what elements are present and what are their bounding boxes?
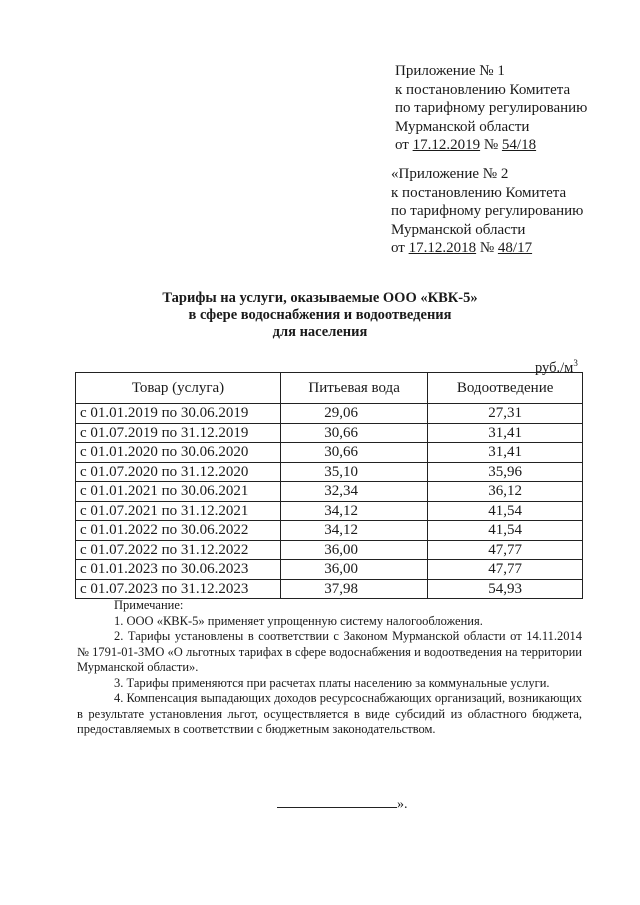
table-row — [76, 462, 583, 482]
row-water-tariff: 30,66 — [281, 443, 428, 463]
appendix-2-date: 17.12.2018 — [408, 240, 477, 256]
row-sewage-tariff: 27,31 — [428, 404, 583, 424]
row-sewage-tariff: 47,77 — [428, 540, 583, 560]
appendix-2-block — [391, 165, 583, 258]
appendix-1-block — [395, 62, 587, 155]
note-item: 1. ООО «КВК-5» применяет упрощенную систему налогообложения. — [114, 613, 483, 628]
row-water-tariff: 34,12 — [281, 501, 428, 521]
row-sewage-tariff: 47,77 — [428, 560, 583, 580]
table-row — [76, 579, 583, 599]
row-sewage-tariff: 54,93 — [428, 579, 583, 599]
row-water-tariff: 34,12 — [281, 521, 428, 541]
table-row — [76, 404, 583, 424]
row-sewage-tariff: 41,54 — [428, 521, 583, 541]
table-row — [76, 521, 583, 541]
row-water-tariff: 36,00 — [281, 540, 428, 560]
notes-section — [77, 598, 582, 738]
closing-underline — [277, 795, 397, 808]
table-row — [76, 482, 583, 502]
title-line2: в сфере водоснабжения и водоотведения — [188, 307, 452, 323]
appendix-1-line2: к постановлению Комитета — [395, 81, 571, 98]
appendix-1-line1: Приложение № 1 — [395, 63, 505, 79]
appendix-2-number-prefix: № — [476, 240, 498, 256]
row-sewage-tariff: 35,96 — [428, 462, 583, 482]
row-water-tariff: 30,66 — [281, 423, 428, 443]
row-period: с 01.07.2023 по 31.12.2023 — [76, 579, 281, 599]
row-period: с 01.01.2021 по 30.06.2021 — [76, 482, 281, 502]
appendix-1-number-prefix: № — [480, 137, 502, 153]
row-water-tariff: 36,00 — [281, 560, 428, 580]
unit-superscript: 3 — [573, 358, 578, 368]
row-sewage-tariff: 36,12 — [428, 482, 583, 502]
row-water-tariff: 37,98 — [281, 579, 428, 599]
table-header-row — [76, 373, 583, 404]
row-water-tariff: 29,06 — [281, 404, 428, 424]
row-period: с 01.01.2023 по 30.06.2023 — [76, 560, 281, 580]
table-row — [76, 540, 583, 560]
header-sewage: Водоотведение — [428, 373, 583, 404]
closing-line — [277, 795, 408, 813]
row-period: с 01.01.2022 по 30.06.2022 — [76, 521, 281, 541]
row-water-tariff: 35,10 — [281, 462, 428, 482]
appendix-1-date: 17.12.2019 — [412, 137, 481, 153]
row-sewage-tariff: 31,41 — [428, 443, 583, 463]
header-service: Товар (услуга) — [76, 373, 281, 404]
row-period: с 01.07.2022 по 31.12.2022 — [76, 540, 281, 560]
title-line1: Тарифы на услуги, оказываемые ООО «КВК-5» — [162, 290, 478, 306]
closing-quote: ». — [397, 797, 408, 812]
notes-heading: Примечание: — [114, 598, 184, 612]
appendix-1-date-prefix: от — [395, 137, 413, 153]
appendix-2-date-line — [391, 239, 583, 258]
appendix-1-date-line — [395, 136, 587, 155]
appendix-2-line1: «Приложение № 2 — [391, 166, 509, 182]
appendix-1-line3: по тарифному регулированию — [395, 100, 588, 116]
appendix-2-number: 48/17 — [497, 240, 533, 256]
unit-text: руб./м — [535, 359, 574, 376]
appendix-2-line4: Мурманской области — [391, 221, 526, 238]
row-period: с 01.01.2019 по 30.06.2019 — [76, 404, 281, 424]
note-item: 2. Тарифы установлены в соответствии с Законом Мурманской области от 14.11.2014 № 1791-01-ЗМО «О льготных тарифах в сфере водоснабжения и водоотведения на территории Мурманской области». — [77, 629, 582, 674]
row-period: с 01.07.2021 по 31.12.2021 — [76, 501, 281, 521]
table-row — [76, 501, 583, 521]
document-title — [0, 290, 640, 341]
note-item: 3. Тарифы применяются при расчетах платы населению за коммунальные услуги. — [114, 675, 550, 690]
appendix-2-date-prefix: от — [391, 240, 409, 256]
appendix-1-number: 54/18 — [501, 137, 537, 153]
row-water-tariff: 32,34 — [281, 482, 428, 502]
title-line3: для населения — [272, 324, 368, 340]
row-period: с 01.07.2019 по 31.12.2019 — [76, 423, 281, 443]
note-item: 4. Компенсация выпадающих доходов ресурсоснабжающих организаций, возникающих в результате установления льгот, осуществляется в виде субсидий из областного бюджета, предоставляемых в соответствии с бюджетным законодательством. — [77, 691, 582, 736]
appendix-2-line3: по тарифному регулированию — [391, 203, 584, 219]
table-row — [76, 423, 583, 443]
row-period: с 01.01.2020 по 30.06.2020 — [76, 443, 281, 463]
tariff-table — [75, 372, 583, 599]
header-drinking-water: Питьевая вода — [281, 373, 428, 404]
appendix-2-line2: к постановлению Комитета — [391, 184, 567, 201]
row-sewage-tariff: 41,54 — [428, 501, 583, 521]
row-period: с 01.07.2020 по 31.12.2020 — [76, 462, 281, 482]
table-row — [76, 560, 583, 580]
table-row — [76, 443, 583, 463]
appendix-1-line4: Мурманской области — [395, 118, 530, 135]
row-sewage-tariff: 31,41 — [428, 423, 583, 443]
